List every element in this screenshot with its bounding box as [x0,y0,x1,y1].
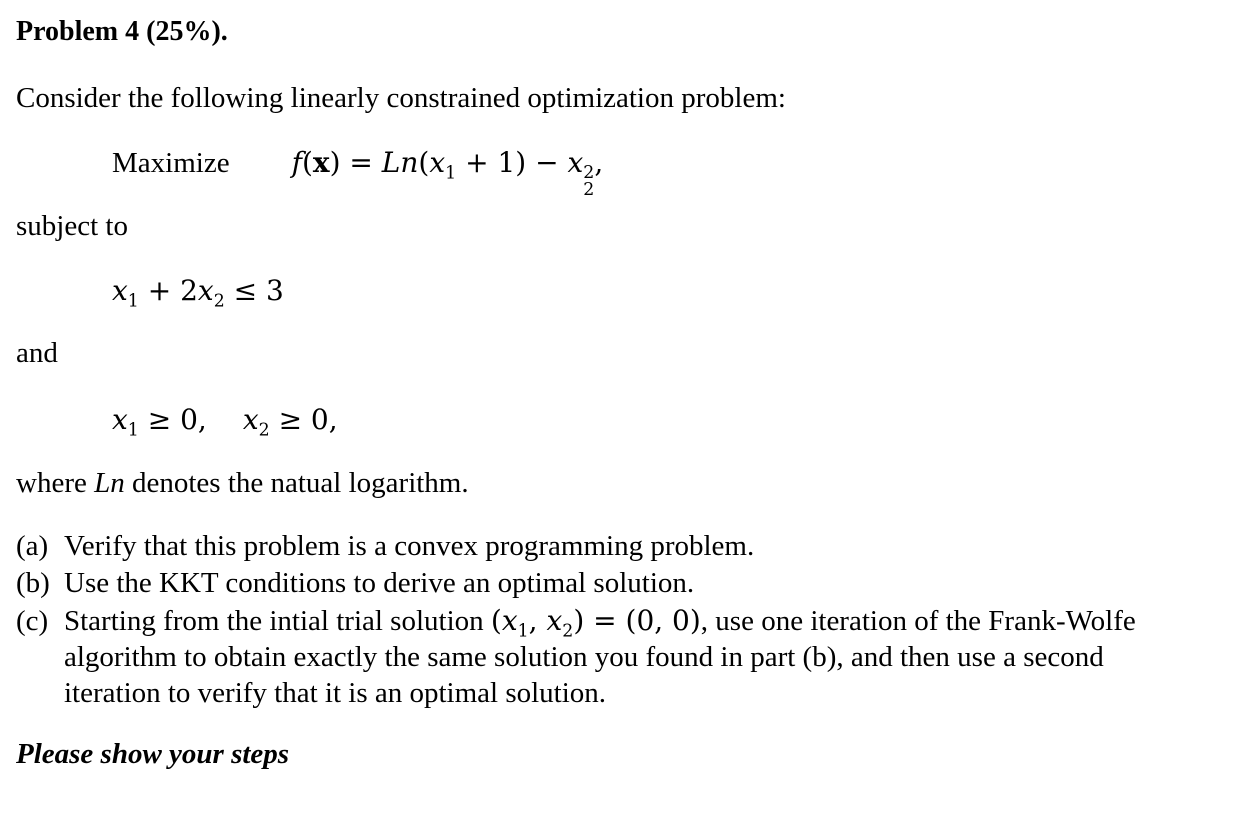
part-c-line-3: iteration to verify that it is an optimal solution. [64,677,607,709]
trial-solution-math: ($x_1$, $x_2) = (0$, 0) [490,604,701,642]
part-c-line-2: algorithm to obtain exactly the same solution you found in part (b), and then use a second [64,641,1104,673]
part-b: (b) Use the KKT conditions to derive an optimal solution. [16,567,695,599]
part-a: (a) Verify that this problem is a convex programming problem. [16,530,755,562]
part-c: (c) Starting from the intial trial solution ($x_1$, $x_2) = (0$, 0), use one iteration of the Frank-Wolfe [16,604,1136,642]
where-sentence: where Ln denotes the natual logarithm. [16,467,469,499]
constraint-1: $x_1 + 2x_2 \le 3$ [112,274,284,312]
closing-instruction: Please show your steps [16,738,290,770]
subject-to-label: subject to [16,210,128,242]
nonnegativity-constraints: $x_1 \ge 0$, $x_2 \ge 0$, [112,403,338,441]
and-label: and [16,337,58,369]
problem-title: Problem 4 (25%). [16,16,228,47]
maximize-label: Maximize [112,147,230,179]
intro-text: Consider the following linearly constrained optimization problem: [16,82,786,114]
objective-function: $f(x) = Ln(x_1 + 1) - x$ 2 2 , [291,146,604,200]
objective-row [112,146,603,198]
